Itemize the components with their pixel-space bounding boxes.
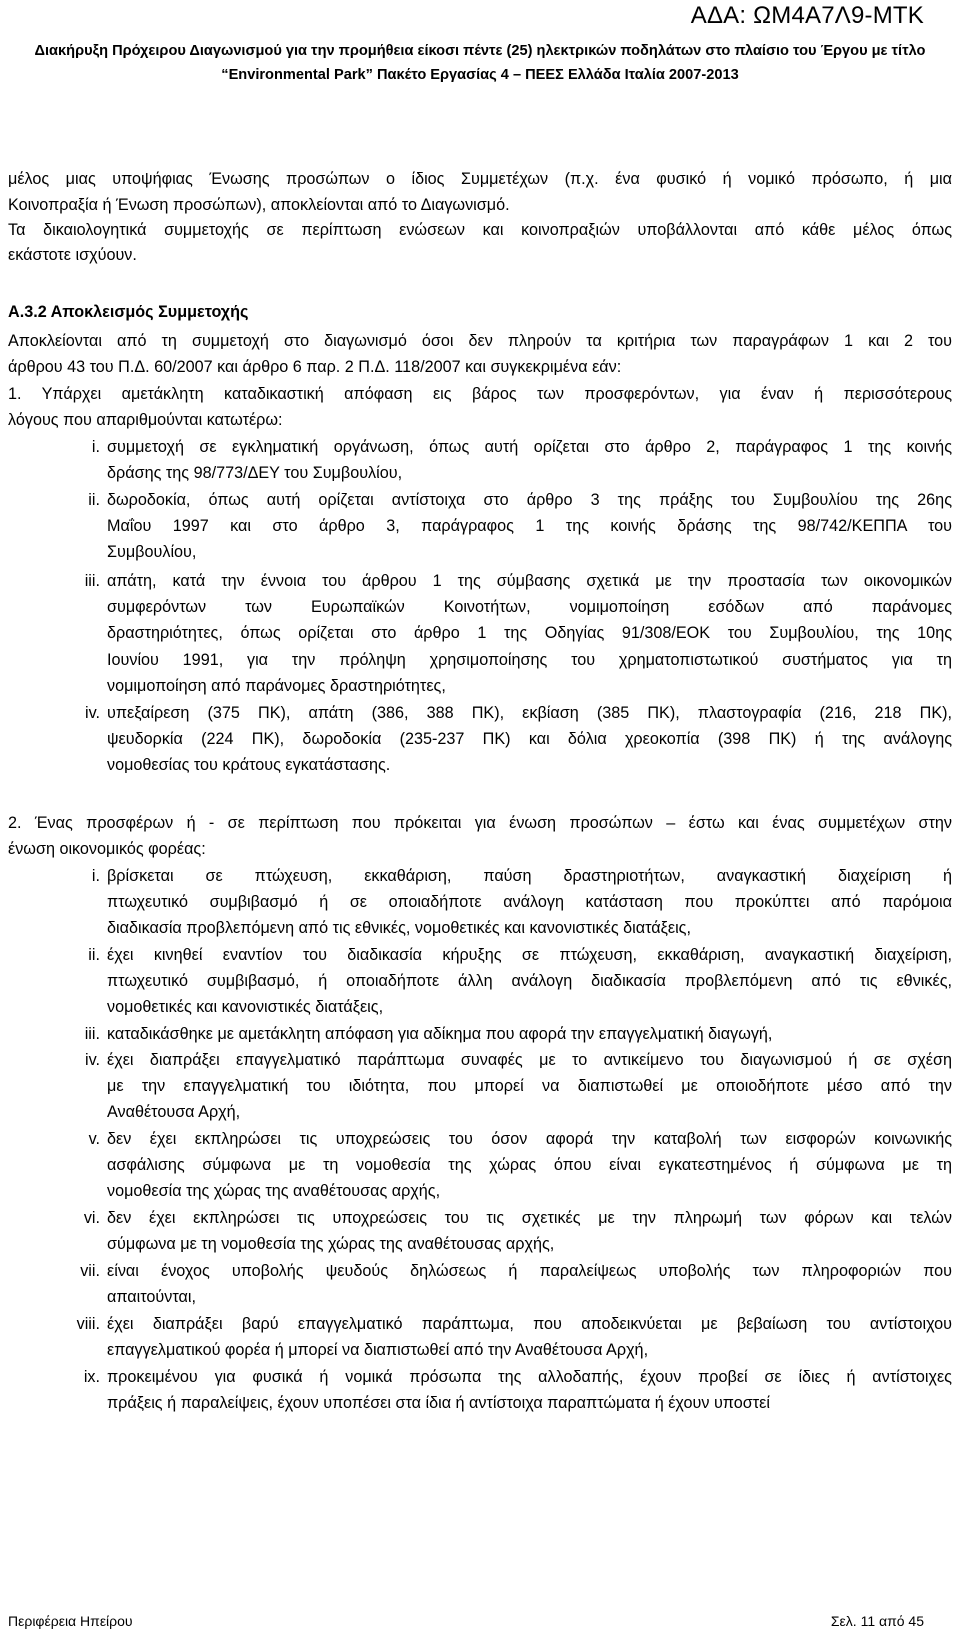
document-id: ΑΔΑ: ΩΜ4Α7Λ9-ΜΤΚ [690, 2, 924, 29]
list-item-line: δεν έχει εκπληρώσει τις υποχρεώσεις του όσον αφορά την καταβολή των εισφορών κοινωνικής [107, 1130, 952, 1148]
section-heading: Α.3.2 Αποκλεισμός Συμμετοχής [8, 303, 249, 321]
list-item-line: υπεξαίρεση (375 ΠΚ), απάτη (386, 388 ΠΚ), εκβίαση (385 ΠΚ), πλαστογραφία (216, 218 ΠΚ), [107, 704, 952, 722]
list-item-number: iv. [85, 704, 100, 722]
list-item-number: viii. [76, 1315, 100, 1333]
paragraph-line: μέλος μιας υποψήφιας Ένωσης προσώπων ο ίδιος Συμμετέχων (π.χ. ένα φυσικό ή νομικό πρόσωπο, ή μια [8, 170, 952, 188]
header-line-2: “Environmental Park” Πακέτο Εργασίας 4 – ΠΕΕΣ Ελλάδα Ιταλία 2007-2013 [221, 67, 739, 83]
list-item-line: Αναθέτουσα Αρχή, [107, 1103, 241, 1121]
list-item-number: ii. [88, 491, 100, 509]
list-item-line: διαδικασία προβλεπόμενη από τις εθνικές, νομοθετικές και κανονιστικές διατάξεις, [107, 919, 691, 937]
list-item-number: iv. [85, 1051, 100, 1069]
list-item-number: ii. [88, 946, 100, 964]
list-item-line: ψευδορκία (224 ΠΚ), δωροδοκία (235-237 ΠΚ) και δόλια χρεοκοπία (398 ΠΚ) ή της ανάλογης [107, 730, 952, 748]
paragraph-line: ένωση οικονομικός φορέας: [8, 840, 206, 858]
list-item-line: συμφερόντων των Ευρωπαϊκών Κοινοτήτων, νομιμοποίηση εσόδων από παράνομες [107, 598, 952, 616]
list-item-line: δράσης της 98/773/ΔΕΥ του Συμβουλίου, [107, 464, 403, 482]
list-item-line: Μαΐου 1997 και στο άρθρο 3, παράγραφος 1 της κοινής δράσης της 98/742/ΚΕΠΠΑ του [107, 517, 952, 535]
list-item-line: έχει διαπράξει βαρύ επαγγελματικό παράπτωμα, που αποδεικνύεται με βεβαίωση του αντίστοιχου [107, 1315, 952, 1333]
paragraph-line: Αποκλείονται από τη συμμετοχή στο διαγωνισμό όσοι δεν πληρούν τα κριτήρια των παραγράφων 1 και 2 του [8, 332, 952, 350]
list-item-line: απάτη, κατά την έννοια του άρθρου 1 της σύμβασης σχετικά με την προστασία των οικονομικών [107, 572, 952, 590]
list-item-line: καταδικάσθηκε με αμετάκλητη απόφαση για αδίκημα που αφορά την επαγγελματική διαγωγή, [107, 1025, 773, 1043]
list-item-line: πτωχευτικό συμβιβασμό ή σε οποιαδήποτε ανάλογη κατάσταση που προκύπτει από παρόμοια [107, 893, 952, 911]
list-item-number: vi. [83, 1209, 100, 1227]
list-item-number: i. [91, 438, 100, 456]
list-item-line: Συμβουλίου, [107, 543, 197, 561]
list-item-number: iii. [84, 572, 100, 590]
list-item-line: δωροδοκία, όπως αυτή ορίζεται αντίστοιχα στο άρθρο 3 της πράξης του Συμβουλίου της 26ης [107, 491, 952, 509]
list-item-line: Ιουνίου 1991, για την πρόληψη χρησιμοποίησης του χρηματοπιστωτικού συστήματος για τη [107, 651, 952, 669]
paragraph-line: 1. Υπάρχει αμετάκλητη καταδικαστική απόφαση εις βάρος των προσφερόντων, για έναν ή περισσότερους [8, 385, 952, 403]
list-item-line: συμμετοχή σε εγκληματική οργάνωση, όπως αυτή ορίζεται στο άρθρο 2, παράγραφος 1 της κοινής [107, 438, 952, 456]
footer-page-number: Σελ. 11 από 45 [830, 1613, 924, 1629]
list-item-number: i. [91, 867, 100, 885]
list-item-line: με την επαγγελματική του ιδιότητα, που μπορεί να διαπιστωθεί με οποιοδήποτε μέσο από την [107, 1077, 952, 1095]
list-item-line: απαιτούνται, [107, 1288, 196, 1306]
list-item-line: πτωχευτικό συμβιβασμό, ή οποιαδήποτε άλλη ανάλογη διαδικασία προβλεπόμενη από τις εθνικές, [107, 972, 952, 990]
list-item-line: προκειμένου για φυσικά ή νομικά πρόσωπα της αλλοδαπής, έχουν προβεί σε ίδιες ή αντίστοιχες [107, 1368, 952, 1386]
list-item-line: έχει κινηθεί εναντίον του διαδικασία κήρυξης σε πτώχευση, εκκαθάριση, αναγκαστική διαχείριση, [107, 946, 952, 964]
footer-left: Περιφέρεια Ηπείρου [8, 1613, 133, 1629]
list-item-number: iii. [84, 1025, 100, 1043]
list-item-number: v. [88, 1130, 100, 1148]
list-item-line: έχει διαπράξει επαγγελματικό παράπτωμα συναφές με το αντικείμενο του διαγωνισμού ή σε σχέση [107, 1051, 952, 1069]
list-item-line: βρίσκεται σε πτώχευση, εκκαθάριση, παύση δραστηριοτήτων, αναγκαστική διαχείριση ή [107, 867, 952, 885]
list-item-line: δραστηριότητες, όπως ορίζεται στο άρθρο 1 της Οδηγίας 91/308/ΕΟΚ του Συμβουλίου, της 10ης [107, 624, 952, 642]
list-item-line: είναι ένοχος υποβολής ψευδούς δηλώσεως ή παραλείψεως υποβολής των πληροφοριών που [107, 1262, 952, 1280]
list-item-line: νομοθεσία της χώρας της αναθέτουσας αρχής, [107, 1182, 441, 1200]
list-item-line: πράξεις ή παραλείψεις, έχουν υποπέσει στα ίδια ή αντίστοιχα παραπτώματα ή έχουν υποστεί [107, 1394, 770, 1412]
list-item-number: vii. [80, 1262, 100, 1280]
list-item-line: επαγγελματικού φορέα ή μπορεί να διαπιστωθεί από την Αναθέτουσα Αρχή, [107, 1341, 649, 1359]
list-item-line: ασφάλισης σύμφωνα με τη νομοθεσία της χώρας όπου είναι εγκατεστημένος ή σύμφωνα με τη [107, 1156, 952, 1174]
paragraph-line: Κοινοπραξία ή Ένωση προσώπων), αποκλείονται από το Διαγωνισμό. [8, 196, 510, 214]
paragraph-line: λόγους που απαριθμούνται κατωτέρω: [8, 411, 283, 429]
paragraph-line: άρθρου 43 του Π.Δ. 60/2007 και άρθρο 6 παρ. 2 Π.Δ. 118/2007 και συγκεκριμένα εάν: [8, 358, 622, 376]
paragraph-line: Τα δικαιολογητικά συμμετοχής σε περίπτωση ενώσεων και κοινοπραξιών υποβάλλονται από κάθε μέλος όπως [8, 221, 952, 239]
list-item-line: νομιμοποίηση από παράνομες δραστηριότητες, [107, 677, 446, 695]
list-item-line: νομοθεσίας του κράτους εγκατάστασης. [107, 756, 391, 774]
list-item-line: δεν έχει εκπληρώσει τις υποχρεώσεις του τις σχετικές με την πληρωμή των φόρων και τελών [107, 1209, 952, 1227]
header-line-1: Διακήρυξη Πρόχειρου Διαγωνισμού για την προμήθεια είκοσι πέντε (25) ηλεκτρικών ποδηλάτων στο πλαίσιο του Έργου με τίτλο [34, 43, 926, 59]
paragraph-line: 2. Ένας προσφέρων ή - σε περίπτωση που πρόκειται για ένωση προσώπων – έστω και ένας συμμετέχων στην [8, 814, 952, 832]
list-item-number: ix. [83, 1368, 100, 1386]
list-item-line: σύμφωνα με τη νομοθεσία της χώρας της αναθέτουσας αρχής, [107, 1235, 555, 1253]
list-item-line: νομοθετικές και κανονιστικές διατάξεις, [107, 998, 384, 1016]
paragraph-line: εκάστοτε ισχύουν. [8, 246, 137, 264]
